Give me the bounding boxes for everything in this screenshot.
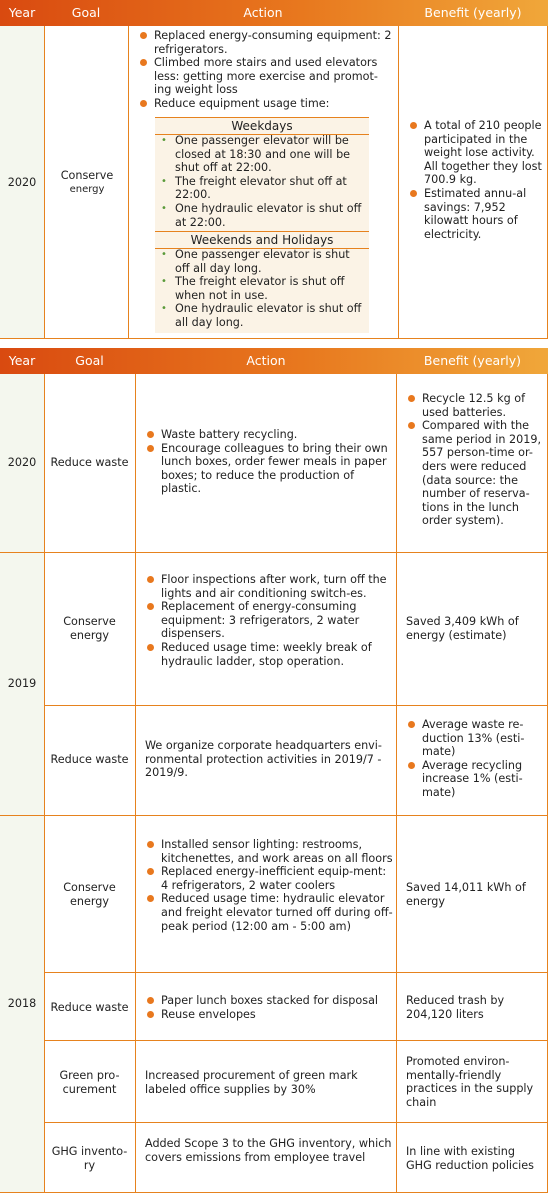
list-item: Average recycling increase 1% (esti-mate) bbox=[404, 759, 544, 800]
goal-line2: curement bbox=[62, 1082, 117, 1096]
goal-conserve-energy bbox=[46, 169, 128, 196]
table-header bbox=[0, 348, 548, 374]
list-item: Waste battery recycling. bbox=[143, 428, 393, 442]
goal-conserve-energy bbox=[44, 615, 135, 642]
action-cell: Added Scope 3 to the GHG inventory, which covers emissions from employee travel bbox=[145, 1137, 392, 1164]
year-2018: 2018 bbox=[7, 997, 37, 1010]
header-year: Year bbox=[8, 5, 36, 20]
list-item: Replacement of energy-consuming equipment: 3 refrigerators, 2 water dispensers. bbox=[143, 600, 393, 641]
divider bbox=[396, 374, 397, 1192]
goal-line1: Conserve bbox=[63, 615, 116, 628]
list-item: Reuse envelopes bbox=[143, 1008, 393, 1022]
list-item: Encourage colleagues to bring their own lunch boxes, order fewer meals in paper boxes; to reduce the production of plastic. bbox=[143, 442, 393, 496]
list-item: • The freight elevator is shut off when not in use. bbox=[155, 275, 367, 302]
benefit-cell: Saved 3,409 kWh of energy (estimate) bbox=[406, 615, 519, 642]
divider bbox=[44, 1122, 548, 1123]
goal-line2: energy bbox=[69, 183, 105, 195]
goal-reduce-waste: Reduce waste bbox=[50, 753, 129, 766]
list-item: • One hydraulic elevator is shut off all day long. bbox=[155, 302, 367, 329]
goal-reduce-waste: Reduce waste bbox=[50, 456, 129, 469]
goal-ghg-inventory bbox=[44, 1145, 135, 1172]
weekends-list bbox=[155, 248, 367, 330]
list-item: Estimated annu-al savings: 7,952 kilowatt hours of electricity. bbox=[406, 187, 544, 241]
action-cell bbox=[143, 573, 393, 668]
list-item: Installed sensor lighting: restrooms, kitchenettes, and work areas on all floors bbox=[143, 838, 393, 865]
divider bbox=[128, 26, 129, 338]
goal-line2: energy bbox=[70, 894, 109, 908]
divider bbox=[0, 338, 548, 339]
benefit-cell bbox=[404, 392, 544, 528]
goal-line1: Conserve bbox=[60, 169, 114, 182]
year-2020: 2020 bbox=[7, 456, 37, 469]
divider bbox=[135, 374, 136, 1192]
action-list bbox=[143, 838, 393, 933]
goal-line1: Conserve bbox=[63, 881, 116, 894]
list-item: • The freight elevator shut off at 22:00. bbox=[155, 175, 367, 202]
action-cell bbox=[143, 428, 393, 496]
divider bbox=[547, 26, 548, 338]
list-item: Replaced energy-inefficient equip-ment: 4 refrigerators, 2 water coolers bbox=[143, 865, 393, 892]
benefit-list bbox=[406, 119, 544, 241]
divider bbox=[44, 972, 548, 973]
schedule-box bbox=[155, 117, 369, 333]
action-cell: We organize corporate headquarters envi-ronmental protection activities in 2019/7 - 2019/9. bbox=[145, 739, 382, 780]
list-item: Reduced usage time: hydraulic elevator and freight elevator turned off during off-peak period (12:00 am - 5:00 am) bbox=[143, 892, 393, 933]
divider bbox=[0, 815, 548, 816]
divider bbox=[0, 1192, 548, 1193]
action-list bbox=[143, 573, 393, 668]
list-item: Reduce equipment usage time: bbox=[136, 97, 394, 111]
list-item: Climbed more stairs and used elevators less: getting more exercise and promot-ing weight loss bbox=[136, 56, 394, 97]
list-item: Floor inspections after work, turn off the lights and air conditioning switch-es. bbox=[143, 573, 393, 600]
header-action: Action bbox=[243, 5, 283, 20]
list-item: Compared with the same period in 2019, 557 person-time or-ders were reduced (data source: the number of reserva-tions in the lunch order system). bbox=[404, 419, 544, 528]
action-cell bbox=[143, 994, 393, 1021]
benefit-cell: Promoted environ-mentally-friendly practices in the supply chain bbox=[406, 1055, 534, 1109]
action-list bbox=[143, 994, 393, 1021]
benefit-cell: Reduced trash by 204,120 liters bbox=[406, 994, 505, 1021]
goal-reduce-waste: Reduce waste bbox=[50, 1001, 129, 1014]
benefit-list bbox=[404, 392, 544, 528]
header-action: Action bbox=[246, 353, 286, 368]
divider bbox=[44, 705, 548, 706]
header-benefit: Benefit (yearly) bbox=[423, 353, 522, 368]
list-item: • One hydraulic elevator is shut off at 22:00. bbox=[155, 202, 367, 229]
header-benefit: Benefit (yearly) bbox=[424, 5, 522, 20]
divider bbox=[44, 1040, 548, 1041]
divider bbox=[44, 26, 45, 338]
goal-line1: GHG invento- bbox=[51, 1145, 128, 1158]
weekdays-list bbox=[155, 134, 367, 229]
table-header bbox=[0, 0, 548, 26]
header-year: Year bbox=[8, 353, 36, 368]
list-item: Paper lunch boxes stacked for disposal bbox=[143, 994, 393, 1008]
divider bbox=[44, 374, 45, 1192]
header-goal: Goal bbox=[71, 5, 101, 20]
header-goal: Goal bbox=[75, 353, 104, 368]
weekends-heading: Weekends and Holidays bbox=[155, 231, 369, 249]
divider bbox=[398, 26, 399, 338]
list-item: • One passenger elevator is shut off all day long. bbox=[155, 248, 367, 275]
list-item: Recycle 12.5 kg of used batteries. bbox=[404, 392, 544, 419]
benefit-cell: In line with existing GHG reduction policies bbox=[406, 1145, 535, 1172]
action-cell bbox=[136, 29, 394, 111]
list-item: Replaced energy-consuming equipment: 2 refrigerators. bbox=[136, 29, 394, 56]
benefit-cell bbox=[406, 119, 544, 241]
action-cell bbox=[143, 838, 393, 933]
benefit-list bbox=[404, 718, 544, 800]
goal-green-procurement bbox=[44, 1069, 135, 1096]
year-2020: 2020 bbox=[7, 176, 37, 189]
divider bbox=[547, 374, 548, 1192]
action-list bbox=[143, 428, 393, 496]
goal-line2: energy bbox=[70, 628, 109, 642]
list-item: A total of 210 people participated in the weight lose activity. All together they lost 700.9 kg. bbox=[406, 119, 544, 187]
action-cell: Increased procurement of green mark labeled office supplies by 30% bbox=[145, 1069, 358, 1096]
list-item: Reduced usage time: weekly break of hydraulic ladder, stop operation. bbox=[143, 641, 393, 668]
goal-line2: ry bbox=[83, 1158, 96, 1172]
benefit-cell: Saved 14,011 kWh of energy bbox=[406, 881, 526, 908]
list-item: • One passenger elevator will be closed at 18:30 and one will be shut off at 22:00. bbox=[155, 134, 367, 175]
goal-line1: Green pro- bbox=[59, 1069, 120, 1082]
goal-conserve-energy bbox=[44, 881, 135, 908]
benefit-cell bbox=[404, 718, 544, 800]
divider bbox=[0, 552, 548, 553]
action-list bbox=[136, 29, 394, 111]
weekdays-heading: Weekdays bbox=[155, 117, 369, 135]
list-item: Average waste re-duction 13% (esti-mate) bbox=[404, 718, 544, 759]
year-2019: 2019 bbox=[7, 677, 37, 690]
